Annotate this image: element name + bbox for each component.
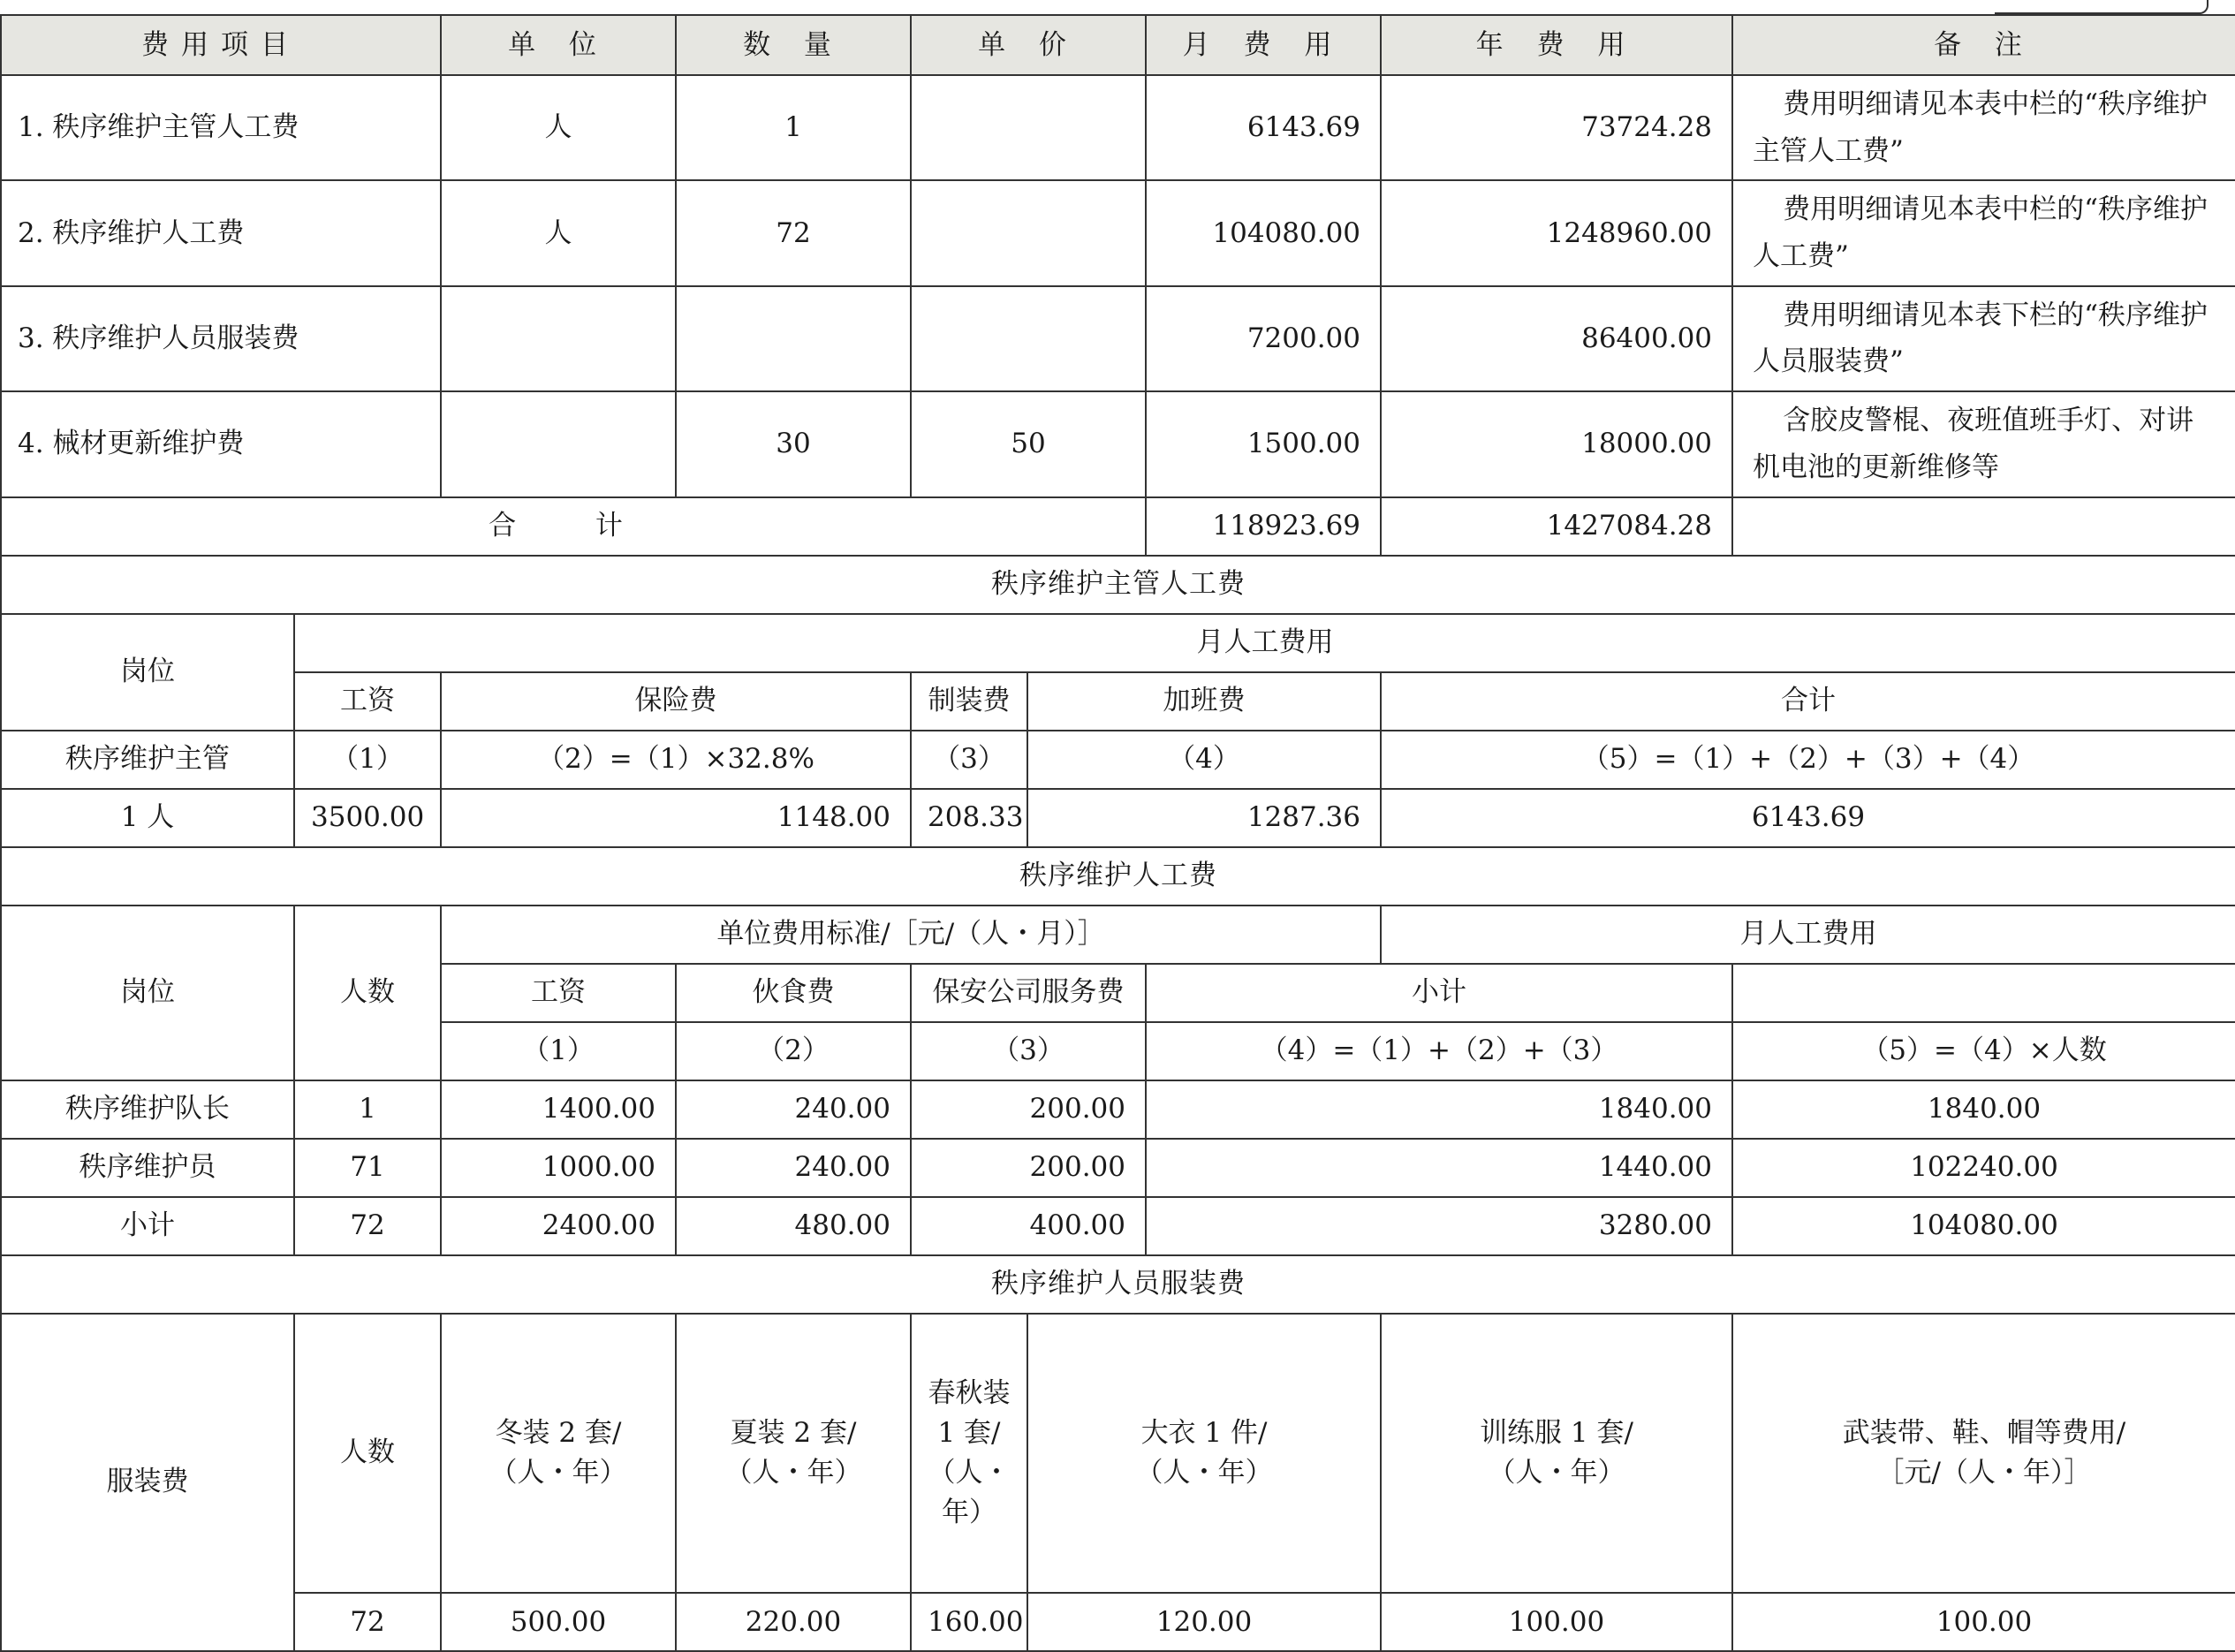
service-cell: 400.00 [911,1197,1146,1255]
col-line1: 冬装 2 套/ [495,1416,622,1449]
monthly-cell: 104080.00 [1732,1197,2235,1255]
overtime-cell: 1287.36 [1027,789,1381,847]
service-cell: 200.00 [911,1080,1146,1139]
col-service: 保安公司服务费 [911,964,1146,1022]
col-line1: 夏装 2 套/ [730,1416,857,1449]
post-cell: 1 人 [1,789,294,847]
unit-cell [441,286,676,391]
formula-cell: （1） [294,731,441,789]
section-title: 秩序维护人员服装费 [1,1255,2235,1314]
header-unit-price: 单 价 [911,15,1146,75]
yearly-cell: 1248960.00 [1381,180,1732,285]
total-note [1732,497,2235,556]
count-cell: 71 [294,1139,441,1197]
section-title: 秩序维护主管人工费 [1,556,2235,614]
header-unit: 单 位 [441,15,676,75]
price-cell [911,286,1146,391]
table-continuation-bracket [1995,0,2208,14]
yearly-cell: 18000.00 [1381,391,1732,496]
section-title: 秩序维护人工费 [1,847,2235,906]
count-cell: 1 [294,1080,441,1139]
col-line1: 武装带、鞋、帽等费用/ [1842,1416,2126,1449]
col-winter-uniform [441,1314,676,1594]
header-cost-item: 费用项目 [1,15,441,75]
header-quantity: 数 量 [676,15,911,75]
formula-cell: （1） [441,1022,676,1080]
staff-group-row [1,906,2235,964]
property-order-maintenance-cost-table [0,14,2235,1652]
note-cell: 费用明细请见本表下栏的“秩序维护人员服装费” [1732,286,2235,391]
formula-cell: （2） [676,1022,911,1080]
count-label: 人数 [294,906,441,1080]
subtotal-cell: 1440.00 [1146,1139,1732,1197]
uniform-section-title-row [1,1255,2235,1314]
col-training-uniform [1381,1314,1732,1594]
monthly-cell: 7200.00 [1146,286,1381,391]
col-line2: （人・年） [489,1456,627,1489]
qty-cell: 30 [676,391,911,496]
qty-cell: 72 [676,180,911,285]
total-cell: 6143.69 [1381,789,2235,847]
service-cell: 200.00 [911,1139,1146,1197]
col-line2: （人・年） [724,1456,862,1489]
col-uniform: 制装费 [911,672,1027,731]
monthly-labor-cost-label: 月人工费用 [1381,906,2235,964]
monthly-cell: 104080.00 [1146,180,1381,285]
item-cell: 1. 秩序维护主管人工费 [1,75,441,180]
unit-cell [441,391,676,496]
price-cell: 50 [911,391,1146,496]
qty-cell [676,286,911,391]
supervisor-formula-row [1,731,2235,789]
value-cell: 220.00 [676,1593,911,1651]
subtotal-cell: 3280.00 [1146,1197,1732,1255]
food-cell: 240.00 [676,1139,911,1197]
yearly-cell: 86400.00 [1381,286,1732,391]
col-line1: 训练服 1 套/ [1480,1416,1633,1449]
summary-row-4 [1,391,2235,496]
col-overtime: 加班费 [1027,672,1381,731]
table-row [1,1139,2235,1197]
col-line2: （人・年） [928,1456,1011,1528]
header-yearly-cost: 年 费 用 [1381,15,1732,75]
col-line2: （人・年） [1135,1456,1273,1489]
formula-cell: （5）=（1）+（2）+（3）+（4） [1381,731,2235,789]
header-remarks: 备 注 [1732,15,2235,75]
count-label: 人数 [294,1314,441,1594]
uniform-header-row [1,1314,2235,1594]
col-summer-uniform [676,1314,911,1594]
monthly-labor-cost-label: 月人工费用 [294,614,2235,672]
wage-cell: 3500.00 [294,789,441,847]
note-cell: 含胶皮警棍、夜班值班手灯、对讲机电池的更新维修等 [1732,391,2235,496]
col-line1: 春秋装 1 套/ [928,1376,1011,1449]
uniform-data-row [1,1593,2235,1651]
col-belt-shoes-hat [1732,1314,2235,1594]
unit-standard-label: 单位费用标准/［元/（人・月）］ [441,906,1381,964]
total-yearly: 1427084.28 [1381,497,1732,556]
item-cell: 3. 秩序维护人员服装费 [1,286,441,391]
supervisor-header-row [1,672,2235,731]
subtotal-cell: 1840.00 [1146,1080,1732,1139]
value-cell: 160.00 [911,1593,1027,1651]
table-row [1,1197,2235,1255]
item-cell: 4. 械材更新维护费 [1,391,441,496]
supervisor-section-title-row [1,556,2235,614]
post-cell: 小计 [1,1197,294,1255]
wage-cell: 2400.00 [441,1197,676,1255]
wage-cell: 1000.00 [441,1139,676,1197]
summary-row-3 [1,286,2235,391]
col-wage: 工资 [441,964,676,1022]
col-line2: ［元/（人・年）］ [1876,1456,2092,1489]
formula-cell: （3） [911,731,1027,789]
post-label: 岗位 [1,906,294,1080]
table-row [1,1080,2235,1139]
food-cell: 480.00 [676,1197,911,1255]
supervisor-group-row [1,614,2235,672]
col-empty [1732,964,2235,1022]
summary-total-row [1,497,2235,556]
uniform-row-label: 服装费 [1,1314,294,1652]
price-cell [911,180,1146,285]
post-label: 岗位 [1,614,294,731]
col-subtotal: 小计 [1146,964,1732,1022]
total-label: 合 计 [1,497,1146,556]
monthly-cell: 1500.00 [1146,391,1381,496]
post-cell: 秩序维护队长 [1,1080,294,1139]
col-total: 合计 [1381,672,2235,731]
summary-row-1 [1,75,2235,180]
formula-cell: （3） [911,1022,1146,1080]
count-cell: 72 [294,1593,441,1651]
col-food: 伙食费 [676,964,911,1022]
post-cell: 秩序维护主管 [1,731,294,789]
post-cell: 秩序维护员 [1,1139,294,1197]
col-spring-autumn-uniform [911,1314,1027,1594]
header-monthly-cost: 月 费 用 [1146,15,1381,75]
col-line2: （人・年） [1488,1456,1625,1489]
item-cell: 2. 秩序维护人工费 [1,180,441,285]
staff-section-title-row [1,847,2235,906]
unit-cell: 人 [441,75,676,180]
formula-cell: （5）=（4）×人数 [1732,1022,2235,1080]
summary-header-row [1,15,2235,75]
qty-cell: 1 [676,75,911,180]
formula-cell: （2）=（1）×32.8% [441,731,911,789]
col-overcoat [1027,1314,1381,1594]
value-cell: 120.00 [1027,1593,1381,1651]
total-monthly: 118923.69 [1146,497,1381,556]
food-cell: 240.00 [676,1080,911,1139]
count-cell: 72 [294,1197,441,1255]
unit-cell: 人 [441,180,676,285]
wage-cell: 1400.00 [441,1080,676,1139]
col-line1: 大衣 1 件/ [1140,1416,1268,1449]
note-cell: 费用明细请见本表中栏的“秩序维护主管人工费” [1732,75,2235,180]
uniform-cell: 208.33 [911,789,1027,847]
value-cell: 100.00 [1381,1593,1732,1651]
formula-cell: （4） [1027,731,1381,789]
supervisor-data-row [1,789,2235,847]
price-cell [911,75,1146,180]
value-cell: 100.00 [1732,1593,2235,1651]
monthly-cell: 6143.69 [1146,75,1381,180]
note-cell: 费用明细请见本表中栏的“秩序维护人工费” [1732,180,2235,285]
monthly-cell: 102240.00 [1732,1139,2235,1197]
formula-cell: （4）=（1）+（2）+（3） [1146,1022,1732,1080]
insurance-cell: 1148.00 [441,789,911,847]
summary-row-2 [1,180,2235,285]
value-cell: 500.00 [441,1593,676,1651]
monthly-cell: 1840.00 [1732,1080,2235,1139]
yearly-cell: 73724.28 [1381,75,1732,180]
col-wage: 工资 [294,672,441,731]
col-insurance: 保险费 [441,672,911,731]
